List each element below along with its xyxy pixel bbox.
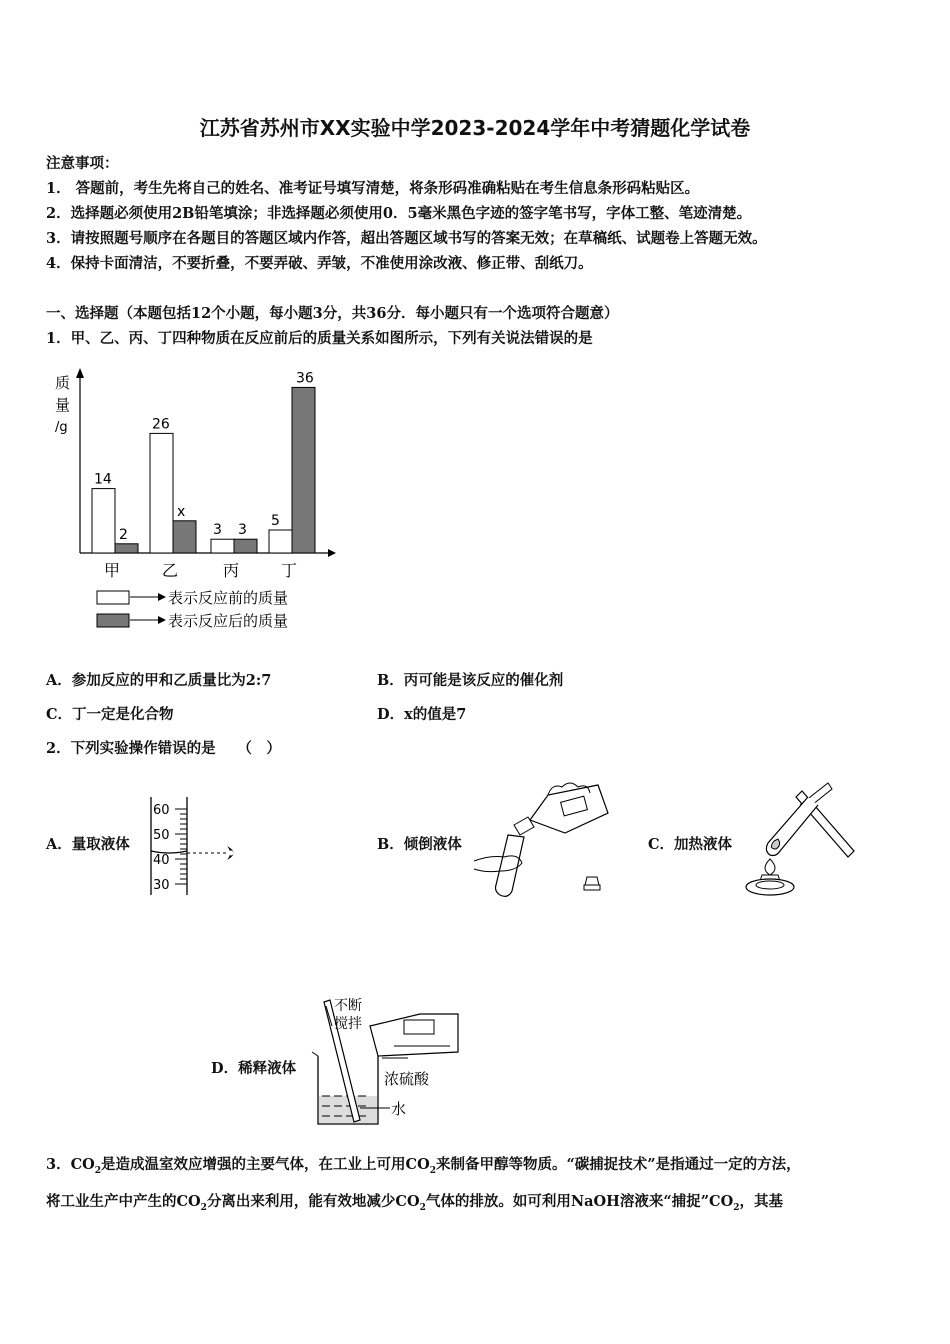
legend-arrow-icon (158, 616, 166, 624)
flame-icon (765, 859, 775, 875)
legend-label-before: 表示反应前的质量 (168, 589, 289, 607)
category-label: 甲 (104, 561, 121, 580)
bar-value-label: 36 (296, 370, 314, 387)
water-label: 水 (391, 1100, 407, 1118)
notice-item: 4．保持卡面清洁，不要折叠，不要弄破、弄皱，不准使用涂改液、修正带、刮纸刀。 (46, 255, 593, 272)
q3-number: 3． (46, 1156, 71, 1173)
legend-swatch-before (97, 591, 129, 604)
heating-liquid-figure (740, 775, 870, 900)
bar-after (292, 387, 315, 553)
q1-option-b[interactable]: B．丙可能是该反应的催化剂 (377, 672, 564, 689)
q2-option-a[interactable]: A．量取液体 (46, 836, 130, 853)
bar-after (234, 539, 257, 553)
stir-label: 不断 (334, 998, 362, 1014)
bar-value-label: 2 (119, 526, 128, 543)
bar-after (173, 521, 196, 553)
q1-option-c[interactable]: C．丁一定是化合物 (46, 706, 174, 723)
y-label: /g (55, 420, 68, 435)
legend-swatch-after (97, 614, 129, 627)
bar-before (211, 539, 234, 553)
graduated-cylinder-figure (145, 795, 255, 900)
bar-before (269, 530, 292, 553)
q1-bar-chart (50, 360, 350, 640)
stopper (585, 877, 599, 885)
pouring-liquid-figure (470, 775, 615, 900)
notice-item: 2．选择题必须使用2B铅笔填涂；非选择题必须使用0．5毫米黑色字迹的签字笔书写，字体工整、笔迹清楚。 (46, 205, 752, 222)
bar-after (115, 544, 138, 553)
bar-value-label: 3 (213, 522, 222, 539)
bar-value-label: 14 (94, 471, 112, 488)
q3-line-1: 3．$CO_2$是造成温室效应增强的主要气体，在工业上可用$CO_2$来制备甲醇等物质。“碳捕捉技术”是指通过一定的方法， (46, 1156, 801, 1176)
q2-option-c[interactable]: C．加热液体 (648, 836, 733, 853)
category-label: 丙 (223, 561, 240, 580)
notice-heading: 注意事项： (46, 155, 119, 172)
category-label: 乙 (162, 561, 179, 580)
cylinder-tick-label: 50 (153, 828, 170, 843)
bar-before (150, 433, 173, 553)
q2-option-d[interactable]: D．稀释液体 (211, 1060, 297, 1077)
acid-bottle-label (404, 1020, 434, 1034)
x-axis-arrow-icon (328, 549, 336, 557)
q1-option-a[interactable]: A．参加反应的甲和乙质量比为2:7 (46, 672, 272, 689)
q2-stem: 2．下列实验操作错误的是 （ ） (46, 740, 281, 757)
legend-arrow-icon (158, 593, 166, 601)
eye-pupil-icon (229, 851, 234, 856)
bar-value-label: 3 (238, 522, 247, 539)
legend-label-after: 表示反应后的质量 (168, 612, 289, 630)
q3-line-2: 将工业生产中产生的$CO_2$分离出来利用，能有效地减少$CO_2$气体的排放。如可利用NaOH溶液来“捕捉$”CO_2$，其基 (46, 1193, 783, 1213)
beaker-spout (312, 1052, 318, 1056)
stir-label: 搅拌 (334, 1016, 362, 1032)
section-heading: 一、选择题（本题包括12个小题，每小题3分，共36分．每小题只有一个选项符合题意） (46, 305, 619, 322)
q1-stem: 1．甲、乙、丙、丁四种物质在反应前后的质量关系如图所示，下列有关说法错误的是 (46, 330, 593, 347)
bar-value-label: 5 (271, 513, 280, 529)
q1-option-d[interactable]: D．x的值是7 (377, 706, 467, 723)
y-label: 量 (55, 396, 71, 414)
cylinder-tick-label: 40 (153, 853, 170, 868)
notice-item: 3．请按照题号顺序在各题目的答题区域内作答，超出答题区域书写的答案无效；在草稿纸、试题卷上答题无效。 (46, 230, 767, 247)
y-label: 质 (55, 374, 71, 392)
notice-item: 1． 答题前，考生先将自己的姓名、准考证号填写清楚，将条形码准确粘贴在考生信息条形码粘贴区。 (46, 180, 700, 197)
cylinder-tick-label: 60 (153, 803, 170, 818)
q2-option-b[interactable]: B．倾倒液体 (377, 836, 462, 853)
category-label: 丁 (281, 561, 298, 580)
page-title: 江苏省苏州市XX实验中学2023-2024学年中考猜题化学试卷 (199, 116, 751, 140)
bar-value-label: 26 (152, 416, 170, 433)
stopper-top (584, 885, 600, 890)
bar-before (92, 489, 115, 553)
acid-label: 浓硫酸 (384, 1070, 430, 1088)
bar-value-label: x (177, 503, 186, 520)
y-axis-arrow-icon (76, 368, 84, 378)
cylinder-tick-label: 30 (153, 878, 170, 893)
dilution-figure (298, 996, 468, 1131)
